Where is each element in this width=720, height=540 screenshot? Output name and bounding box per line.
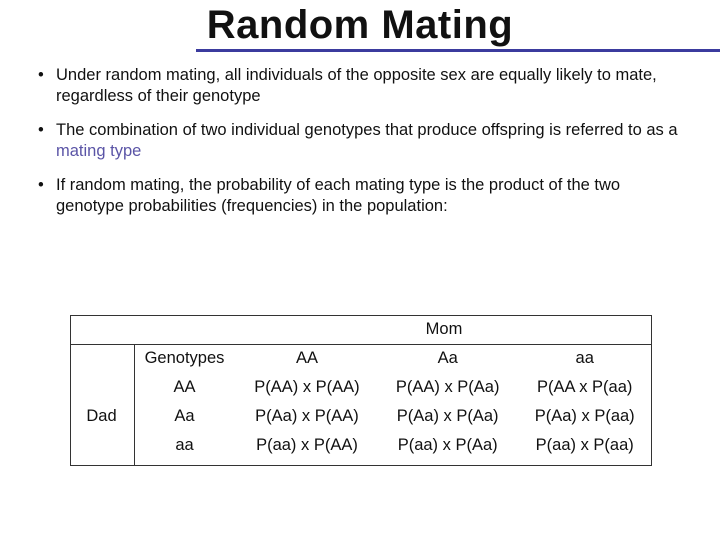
row-genotype: AA [173, 378, 196, 396]
bullet-dot: • [38, 66, 44, 84]
table-dad-divider [134, 344, 135, 465]
bullet-dot: • [38, 121, 44, 139]
column-header: aa [575, 349, 594, 367]
genotypes-header: Genotypes [144, 349, 225, 367]
mom-header: Mom [425, 320, 463, 338]
dad-label: Dad [86, 407, 117, 425]
mating-type-term: mating type [56, 142, 142, 160]
table-row [70, 431, 652, 460]
row-genotype: aa [175, 436, 194, 454]
title-underline [196, 49, 720, 52]
bullet-item [38, 175, 688, 217]
table-cell: P(AA) x P(Aa) [395, 378, 500, 396]
table-cell: P(AA x P(aa) [537, 378, 633, 396]
bullet-text: If random mating, the probability of each mating type is the product of the two genotype probabilities (frequencies) in the population: [56, 176, 621, 215]
bullet-list [38, 65, 688, 230]
table-row [70, 373, 652, 402]
bullet-dot: • [38, 176, 44, 194]
bullet-item [38, 120, 688, 162]
table-cell: P(Aa) x P(aa) [534, 407, 635, 425]
table-row [70, 402, 652, 431]
table-cell: P(Aa) x P(Aa) [396, 407, 499, 425]
empty-cell [70, 373, 133, 402]
table-cell: P(AA) x P(AA) [254, 378, 360, 396]
table-cell: P(aa) x P(Aa) [397, 436, 498, 454]
mating-type-table [70, 315, 652, 460]
empty-cell [70, 431, 133, 460]
table-row [70, 315, 652, 344]
bullet-item [38, 65, 688, 107]
slide-title: Random Mating [206, 3, 514, 47]
empty-cell [70, 344, 133, 373]
table-cell: P(aa) x P(aa) [535, 436, 634, 454]
bullet-text: The combination of two individual genotypes that produce offspring is referred to as a [56, 121, 678, 139]
table-cell: P(aa) x P(AA) [256, 436, 358, 454]
bullet-text: Under random mating, all individuals of the opposite sex are equally likely to mate, regardless of their genotype [56, 66, 657, 105]
table-header-divider [70, 344, 652, 345]
column-header: AA [295, 349, 318, 367]
table-row [70, 344, 652, 373]
empty-corner-cell [70, 315, 236, 344]
column-header: Aa [437, 349, 458, 367]
table-cell: P(Aa) x P(AA) [255, 407, 359, 425]
row-genotype: Aa [174, 407, 195, 425]
